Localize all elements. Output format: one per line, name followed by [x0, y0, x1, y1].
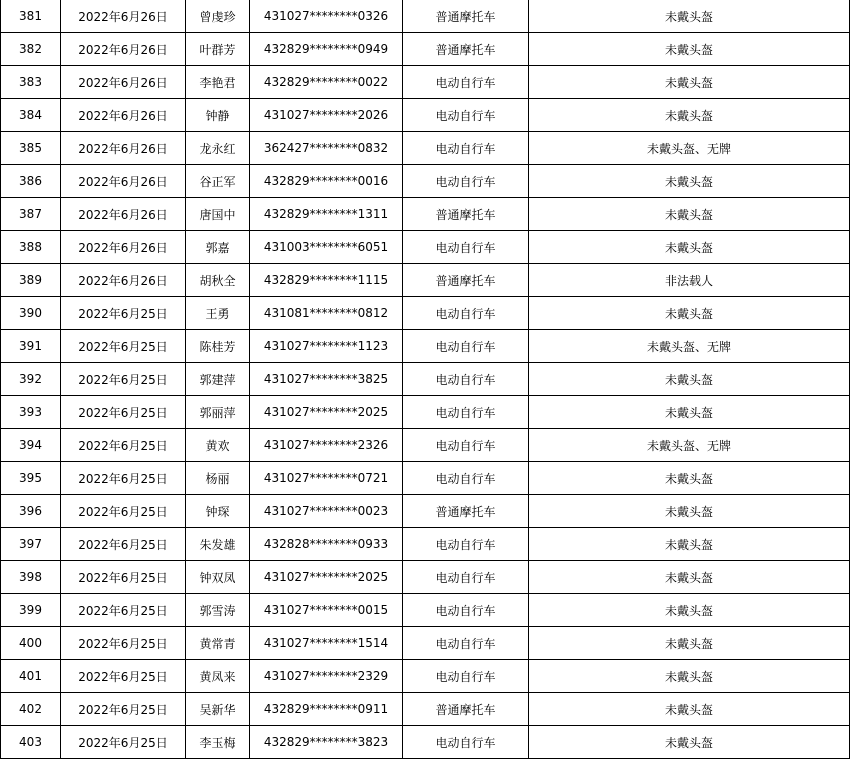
table-row: [1, 132, 850, 165]
vehicle-type-cell: 普通摩托车: [403, 264, 529, 297]
violation-cell: 未戴头盔: [529, 561, 850, 594]
name-cell: 吴新华: [186, 693, 250, 726]
id-number-cell: 431027********2026: [250, 99, 403, 132]
vehicle-type-cell: 电动自行车: [403, 594, 529, 627]
violation-cell: 未戴头盔: [529, 99, 850, 132]
vehicle-type-cell: 电动自行车: [403, 429, 529, 462]
violation-cell: 未戴头盔、无牌: [529, 330, 850, 363]
table-row: [1, 231, 850, 264]
name-cell: 郭丽萍: [186, 396, 250, 429]
table-row: [1, 726, 850, 759]
name-cell: 钟双凤: [186, 561, 250, 594]
violation-cell: 未戴头盔: [529, 66, 850, 99]
date-cell: 2022年6月25日: [61, 594, 186, 627]
vehicle-type-cell: 普通摩托车: [403, 33, 529, 66]
violation-cell: 未戴头盔: [529, 627, 850, 660]
id-number-cell: 431027********1514: [250, 627, 403, 660]
date-cell: 2022年6月26日: [61, 0, 186, 33]
row-number-cell: 388: [1, 231, 61, 264]
table-row: [1, 462, 850, 495]
table-row: [1, 264, 850, 297]
name-cell: 黄欢: [186, 429, 250, 462]
row-number-cell: 390: [1, 297, 61, 330]
date-cell: 2022年6月25日: [61, 297, 186, 330]
table-body: [1, 0, 850, 759]
row-number-cell: 393: [1, 396, 61, 429]
row-number-cell: 401: [1, 660, 61, 693]
row-number-cell: 387: [1, 198, 61, 231]
vehicle-type-cell: 电动自行车: [403, 363, 529, 396]
name-cell: 李玉梅: [186, 726, 250, 759]
id-number-cell: 431027********3825: [250, 363, 403, 396]
violation-cell: 未戴头盔: [529, 33, 850, 66]
row-number-cell: 403: [1, 726, 61, 759]
date-cell: 2022年6月26日: [61, 66, 186, 99]
table-row: [1, 198, 850, 231]
vehicle-type-cell: 电动自行车: [403, 396, 529, 429]
vehicle-type-cell: 普通摩托车: [403, 693, 529, 726]
id-number-cell: 432829********1311: [250, 198, 403, 231]
name-cell: 王勇: [186, 297, 250, 330]
vehicle-type-cell: 电动自行车: [403, 231, 529, 264]
name-cell: 叶群芳: [186, 33, 250, 66]
violation-cell: 未戴头盔: [529, 297, 850, 330]
name-cell: 李艳君: [186, 66, 250, 99]
id-number-cell: 431081********0812: [250, 297, 403, 330]
vehicle-type-cell: 普通摩托车: [403, 198, 529, 231]
row-number-cell: 402: [1, 693, 61, 726]
date-cell: 2022年6月25日: [61, 528, 186, 561]
table-row: [1, 297, 850, 330]
name-cell: 谷正军: [186, 165, 250, 198]
name-cell: 郭雪涛: [186, 594, 250, 627]
vehicle-type-cell: 电动自行车: [403, 132, 529, 165]
date-cell: 2022年6月26日: [61, 198, 186, 231]
violation-cell: 未戴头盔: [529, 231, 850, 264]
violation-cell: 未戴头盔: [529, 363, 850, 396]
id-number-cell: 431027********0721: [250, 462, 403, 495]
name-cell: 陈桂芳: [186, 330, 250, 363]
row-number-cell: 389: [1, 264, 61, 297]
violation-cell: 未戴头盔: [529, 528, 850, 561]
date-cell: 2022年6月25日: [61, 561, 186, 594]
violation-cell: 未戴头盔: [529, 594, 850, 627]
date-cell: 2022年6月25日: [61, 429, 186, 462]
table-row: [1, 660, 850, 693]
name-cell: 黄凤来: [186, 660, 250, 693]
date-cell: 2022年6月26日: [61, 231, 186, 264]
row-number-cell: 386: [1, 165, 61, 198]
name-cell: 钟琛: [186, 495, 250, 528]
vehicle-type-cell: 电动自行车: [403, 297, 529, 330]
id-number-cell: 431027********1123: [250, 330, 403, 363]
vehicle-type-cell: 普通摩托车: [403, 495, 529, 528]
row-number-cell: 384: [1, 99, 61, 132]
name-cell: 曾虔珍: [186, 0, 250, 33]
vehicle-type-cell: 电动自行车: [403, 165, 529, 198]
id-number-cell: 432829********1115: [250, 264, 403, 297]
vehicle-type-cell: 电动自行车: [403, 627, 529, 660]
vehicle-type-cell: 电动自行车: [403, 462, 529, 495]
vehicle-type-cell: 电动自行车: [403, 528, 529, 561]
row-number-cell: 396: [1, 495, 61, 528]
table-row: [1, 330, 850, 363]
table-row: [1, 0, 850, 33]
vehicle-type-cell: 电动自行车: [403, 561, 529, 594]
id-number-cell: 431027********2326: [250, 429, 403, 462]
vehicle-type-cell: 电动自行车: [403, 330, 529, 363]
violation-cell: 未戴头盔: [529, 198, 850, 231]
violation-cell: 未戴头盔: [529, 693, 850, 726]
id-number-cell: 431027********0023: [250, 495, 403, 528]
date-cell: 2022年6月26日: [61, 132, 186, 165]
name-cell: 钟静: [186, 99, 250, 132]
date-cell: 2022年6月26日: [61, 165, 186, 198]
date-cell: 2022年6月25日: [61, 693, 186, 726]
name-cell: 郭建萍: [186, 363, 250, 396]
name-cell: 杨丽: [186, 462, 250, 495]
date-cell: 2022年6月26日: [61, 264, 186, 297]
date-cell: 2022年6月26日: [61, 99, 186, 132]
violation-cell: 未戴头盔: [529, 165, 850, 198]
table-row: [1, 561, 850, 594]
date-cell: 2022年6月25日: [61, 726, 186, 759]
row-number-cell: 392: [1, 363, 61, 396]
violation-cell: 未戴头盔: [529, 726, 850, 759]
row-number-cell: 381: [1, 0, 61, 33]
id-number-cell: 431027********0326: [250, 0, 403, 33]
date-cell: 2022年6月25日: [61, 330, 186, 363]
date-cell: 2022年6月25日: [61, 462, 186, 495]
date-cell: 2022年6月26日: [61, 33, 186, 66]
row-number-cell: 394: [1, 429, 61, 462]
name-cell: 唐国中: [186, 198, 250, 231]
date-cell: 2022年6月25日: [61, 396, 186, 429]
table-row: [1, 99, 850, 132]
name-cell: 朱发雄: [186, 528, 250, 561]
table-row: [1, 33, 850, 66]
violation-cell: 未戴头盔: [529, 495, 850, 528]
id-number-cell: 432829********0949: [250, 33, 403, 66]
id-number-cell: 431027********0015: [250, 594, 403, 627]
row-number-cell: 397: [1, 528, 61, 561]
violation-cell: 未戴头盔、无牌: [529, 429, 850, 462]
row-number-cell: 383: [1, 66, 61, 99]
row-number-cell: 385: [1, 132, 61, 165]
vehicle-type-cell: 电动自行车: [403, 660, 529, 693]
violation-cell: 非法载人: [529, 264, 850, 297]
row-number-cell: 398: [1, 561, 61, 594]
violation-cell: 未戴头盔: [529, 396, 850, 429]
row-number-cell: 399: [1, 594, 61, 627]
table-row: [1, 594, 850, 627]
table-row: [1, 363, 850, 396]
row-number-cell: 400: [1, 627, 61, 660]
id-number-cell: 431027********2025: [250, 561, 403, 594]
id-number-cell: 431003********6051: [250, 231, 403, 264]
name-cell: 黄常青: [186, 627, 250, 660]
table-row: [1, 165, 850, 198]
name-cell: 郭嘉: [186, 231, 250, 264]
table-row: [1, 66, 850, 99]
id-number-cell: 432829********0016: [250, 165, 403, 198]
date-cell: 2022年6月25日: [61, 495, 186, 528]
table-row: [1, 528, 850, 561]
vehicle-type-cell: 普通摩托车: [403, 0, 529, 33]
date-cell: 2022年6月25日: [61, 660, 186, 693]
violation-cell: 未戴头盔: [529, 0, 850, 33]
id-number-cell: 432828********0933: [250, 528, 403, 561]
table-row: [1, 429, 850, 462]
name-cell: 龙永红: [186, 132, 250, 165]
row-number-cell: 395: [1, 462, 61, 495]
violation-cell: 未戴头盔: [529, 660, 850, 693]
table-row: [1, 627, 850, 660]
table-row: [1, 693, 850, 726]
vehicle-type-cell: 电动自行车: [403, 726, 529, 759]
date-cell: 2022年6月25日: [61, 627, 186, 660]
name-cell: 胡秋全: [186, 264, 250, 297]
id-number-cell: 432829********0911: [250, 693, 403, 726]
violation-cell: 未戴头盔: [529, 462, 850, 495]
vehicle-type-cell: 电动自行车: [403, 99, 529, 132]
table-row: [1, 495, 850, 528]
id-number-cell: 431027********2329: [250, 660, 403, 693]
row-number-cell: 382: [1, 33, 61, 66]
date-cell: 2022年6月25日: [61, 363, 186, 396]
id-number-cell: 362427********0832: [250, 132, 403, 165]
id-number-cell: 432829********0022: [250, 66, 403, 99]
vehicle-type-cell: 电动自行车: [403, 66, 529, 99]
violation-cell: 未戴头盔、无牌: [529, 132, 850, 165]
id-number-cell: 432829********3823: [250, 726, 403, 759]
row-number-cell: 391: [1, 330, 61, 363]
table-row: [1, 396, 850, 429]
id-number-cell: 431027********2025: [250, 396, 403, 429]
